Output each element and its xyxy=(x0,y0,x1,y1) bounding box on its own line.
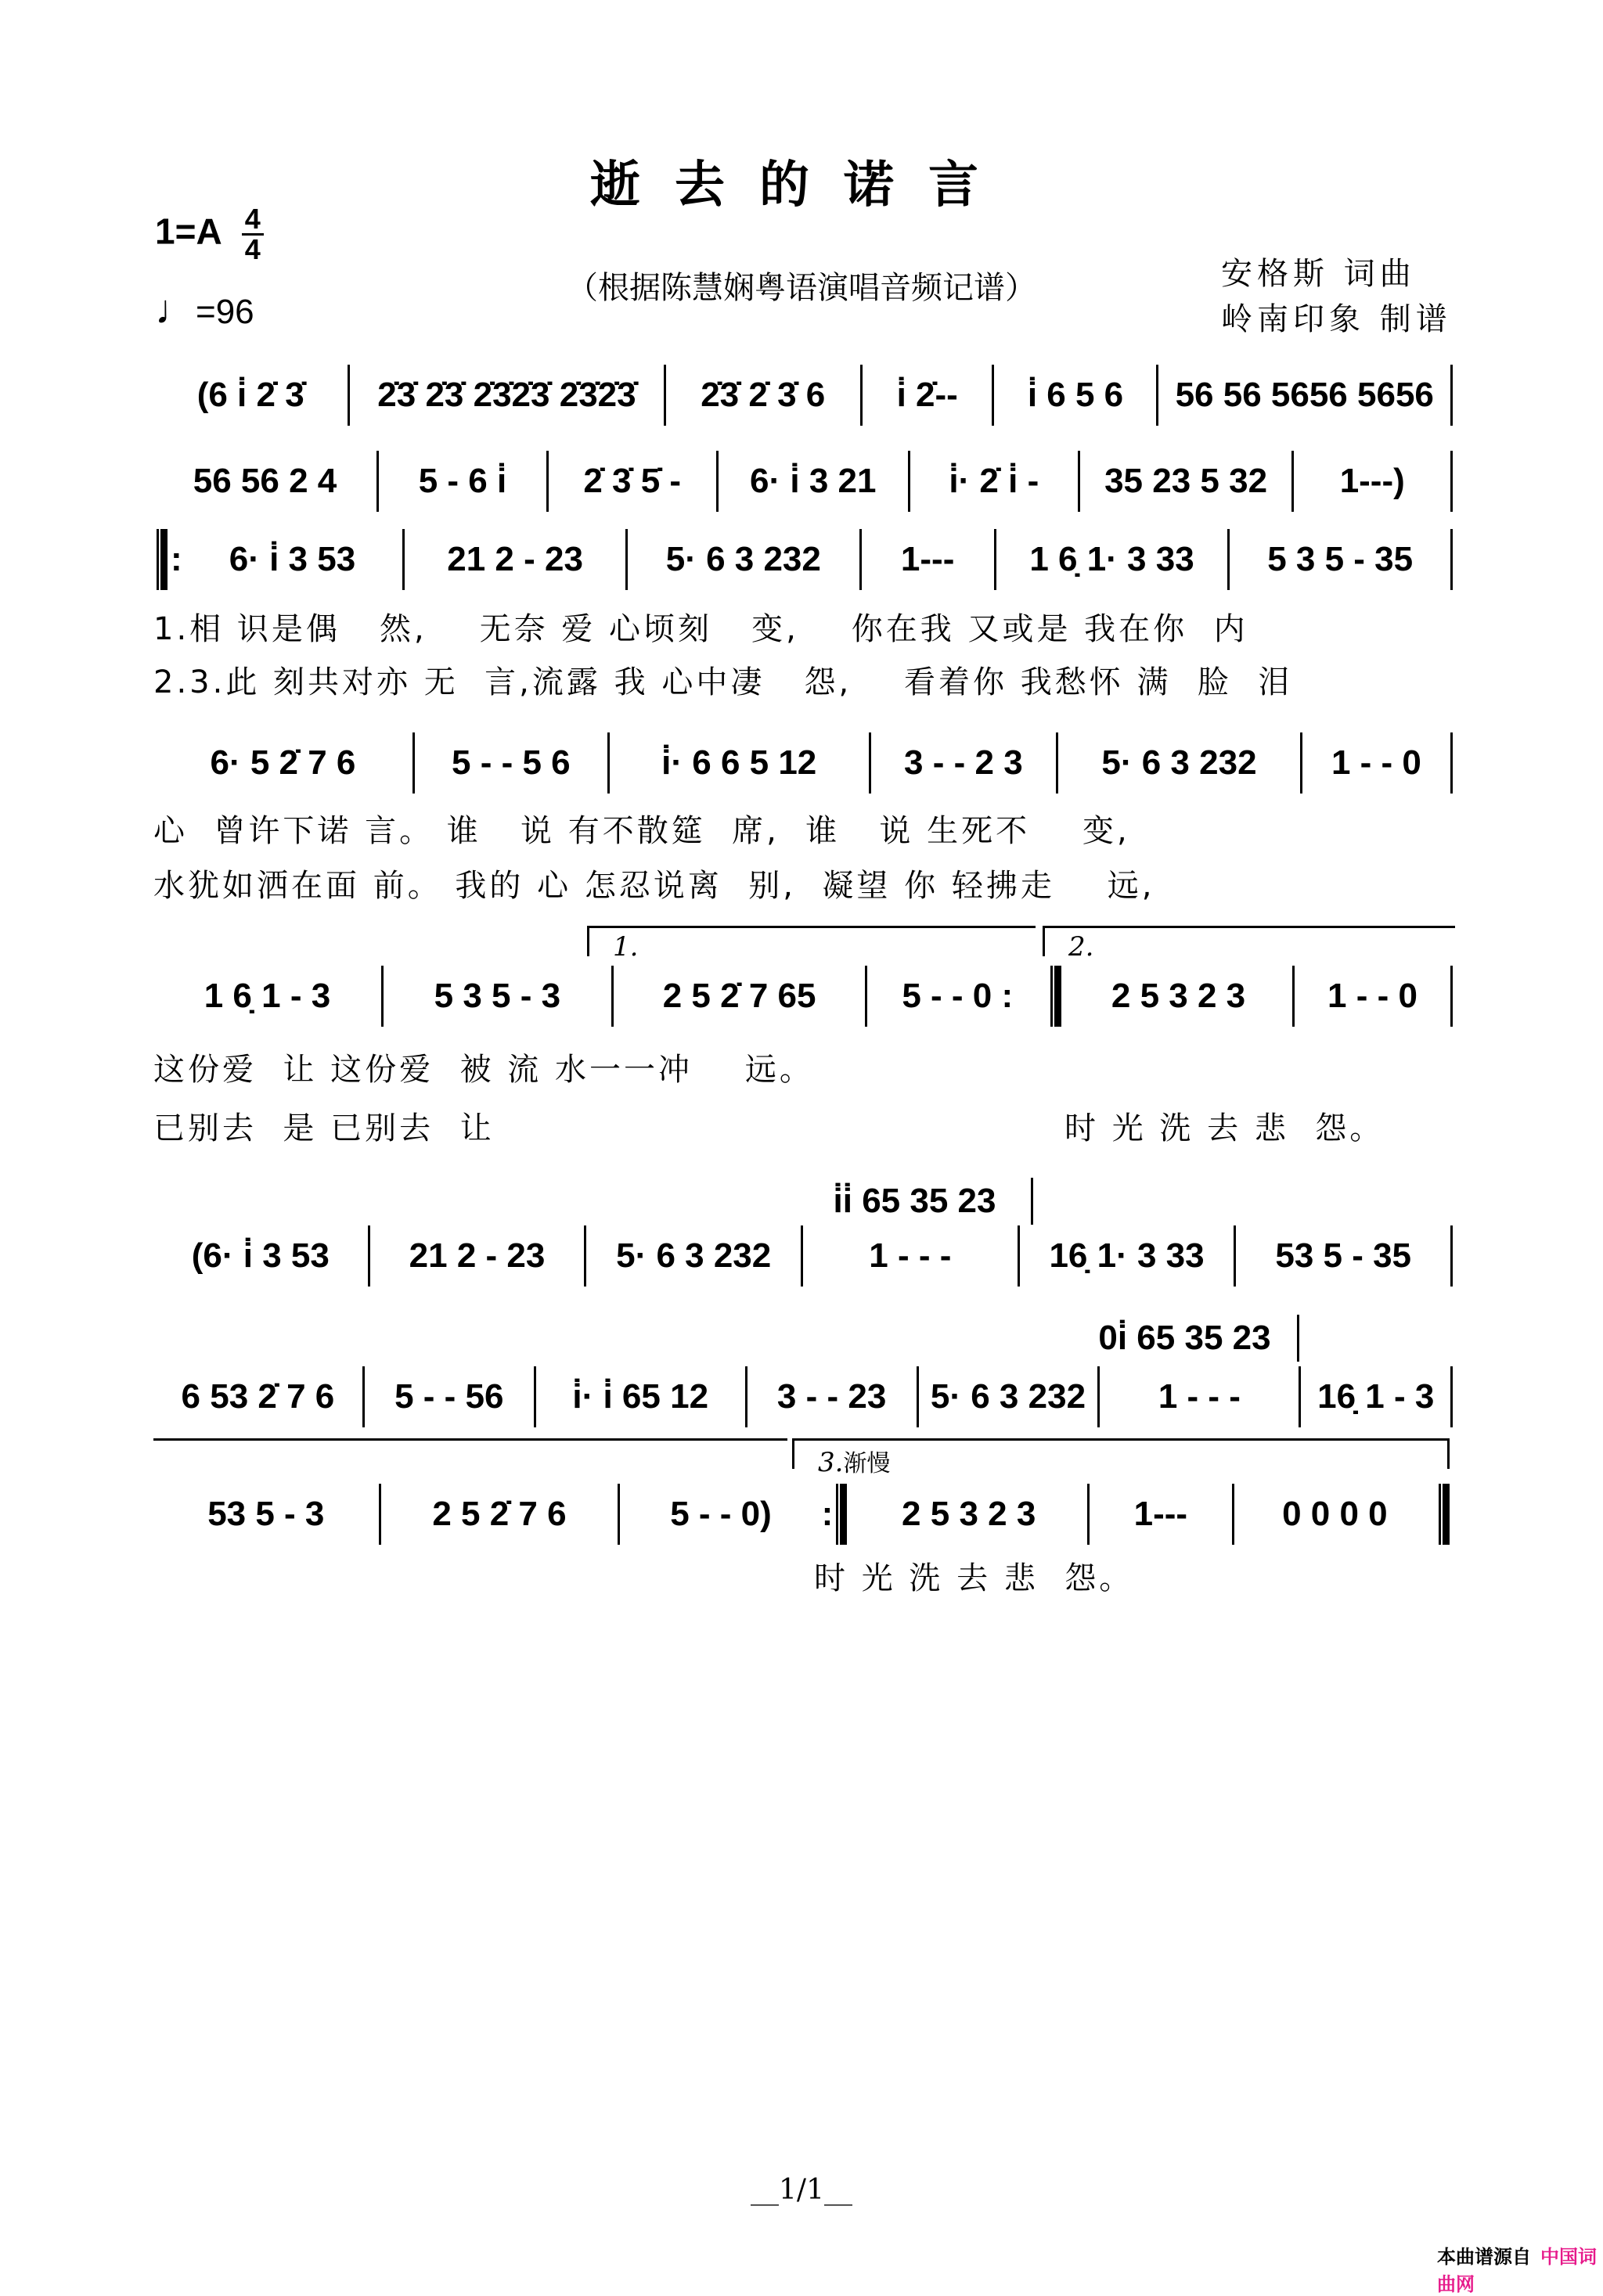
measure: 5 3 5 - 35 xyxy=(1267,540,1414,578)
measure: 2 5 3 2 3 xyxy=(902,1495,1036,1533)
lyrics-verse-2-3: 2.3.此 刻共对亦 无 言,流露 我 心中凄 怨, 看着你 我愁怀 满 脸 泪 xyxy=(153,664,1293,700)
measure: 5· 6 3 232 xyxy=(616,1236,772,1275)
measure: 21 2 - 23 xyxy=(409,1236,546,1275)
song-title: 逝去的诺言 xyxy=(590,156,1013,214)
measure: 53 5 - 35 xyxy=(1275,1236,1412,1275)
final-barline xyxy=(1439,1484,1450,1545)
time-signature xyxy=(242,205,264,264)
measure: 3 - - 23 xyxy=(776,1377,887,1416)
credit-transcriber: 岭南印象 制谱 xyxy=(1221,301,1452,337)
lyrics-ending-3: 时 光 洗 去 悲 怨。 xyxy=(814,1560,1134,1596)
repeat-end-barline xyxy=(1050,966,1061,1027)
tempo-value: =96 xyxy=(196,293,254,331)
credit-lyrics-music: 安格斯 词曲 xyxy=(1221,256,1416,292)
subtitle: （根据陈慧娴粤语演唱音频记谱） xyxy=(567,270,1036,306)
measure: 1--- xyxy=(900,540,955,578)
watermark-prefix: 本曲谱源自 xyxy=(1437,2246,1531,2268)
measure: i̇ 2̇-- xyxy=(896,376,958,414)
repeat-start-barline xyxy=(157,529,168,590)
lyrics-verse-1: 心 曾许下诺 言。 谁 说 有不散筵 席, 谁 说 生死不 变, xyxy=(153,813,1130,849)
score-row-6 xyxy=(153,1229,1453,1283)
ossia-notes: i̇i̇ 65 35 23 xyxy=(833,1182,996,1220)
measure: i̇ 6 5 6 xyxy=(1027,376,1124,414)
volta-1: 1. xyxy=(587,926,1036,956)
lyrics-verse-1: 1.相 识是偶 然, 无奈 爱 心顷刻 变, 你在我 又或是 我在你 内 xyxy=(153,611,1248,647)
measure: 16̣ 1 - 3 xyxy=(1317,1377,1435,1416)
ossia-line-2 xyxy=(1072,1315,1299,1362)
volta-2: 2. xyxy=(1043,926,1455,956)
measure: 5 - 6 i̇ xyxy=(418,462,507,500)
measure: (6 i̇ 2̇ 3̇ xyxy=(196,376,304,414)
measure: 2̇3̇ 2̇3̇ 2̇3̇2̇3̇ 2̇3̇2̇3̇ xyxy=(377,376,636,414)
score-row-4 xyxy=(153,736,1453,790)
lyrics-verse-2-3: 水犹如洒在面 前。 我的 心 怎忍说离 别, 凝望 你 轻拂走 远, xyxy=(153,868,1155,904)
score-row-7 xyxy=(153,1369,1453,1424)
score-row-1 xyxy=(153,368,1453,423)
measure: 0 0 0 0 xyxy=(1282,1495,1388,1533)
lyrics-verse-1: 这份爱 让 这份爱 被 流 水一一冲 远。 xyxy=(153,1052,814,1088)
measure: 6 53 2̇ 7 6 xyxy=(181,1377,335,1416)
measure: 1 6̣ 1 - 3 xyxy=(204,977,331,1015)
measure: 56 56 5656 5656 xyxy=(1175,376,1434,414)
repeat-end-barline xyxy=(836,1484,847,1545)
measure: 56 56 2 4 xyxy=(193,462,337,500)
measure: 5 - - 56 xyxy=(394,1377,504,1416)
measure: 5 - - 5 6 xyxy=(452,743,571,782)
measure: 5 - - 0) xyxy=(670,1495,772,1533)
measure: 2̇3̇ 2̇ 3̇ 6 xyxy=(701,376,826,414)
key-label: 1=A xyxy=(155,211,221,252)
measure: 3 - - 2 3 xyxy=(904,743,1023,782)
ossia-notes: 0i̇ 65 35 23 xyxy=(1098,1319,1271,1357)
volta-1-2-continuation xyxy=(153,1438,787,1469)
key-signature xyxy=(155,205,264,264)
page-number: __1/1__ xyxy=(751,2174,852,2206)
score-row-8 xyxy=(153,1487,1453,1542)
score-row-5 xyxy=(153,969,1453,1024)
score-row-3 xyxy=(153,532,1453,587)
measure: i̇· 2̇ i̇ - xyxy=(949,462,1039,500)
lyrics-verse-2-3: 已别去 是 已别去 让 xyxy=(153,1110,495,1146)
measure: 1 - - 0 xyxy=(1331,743,1421,782)
ritardando-marking: 渐慢 xyxy=(843,1450,891,1477)
measure: 6· 5 2̇ 7 6 xyxy=(210,743,356,782)
score-row-2 xyxy=(153,454,1453,509)
measure: 2 5 2̇ 7 6 xyxy=(432,1495,567,1533)
watermark-site[interactable]: 中国词曲网 xyxy=(1437,2246,1597,2295)
measure: i̇· i̇ 65 12 xyxy=(572,1377,709,1416)
measure: 1 6̣ 1· 3 33 xyxy=(1029,540,1194,578)
measure: 6· i̇ 3 53 xyxy=(229,540,356,578)
measure: 5· 6 3 232 xyxy=(1101,743,1257,782)
measure: 21 2 - 23 xyxy=(447,540,583,578)
repeat-dots: : xyxy=(821,1495,834,1533)
measure: 16̣ 1· 3 33 xyxy=(1049,1236,1205,1275)
measure: 2̇ 3̇ 5̇ - xyxy=(583,462,682,500)
measure: (6· i̇ 3 53 xyxy=(191,1236,330,1275)
measure: 2 5 3 2 3 xyxy=(1111,977,1246,1015)
measure: i̇· 6 6 5 12 xyxy=(661,743,817,782)
measure: 6· i̇ 3 21 xyxy=(750,462,877,500)
measure: 1 - - - xyxy=(1158,1377,1241,1416)
watermark xyxy=(1437,2241,1603,2296)
volta-3 xyxy=(792,1438,1450,1478)
repeat-dots: : xyxy=(171,540,182,578)
measure: 1 - - - xyxy=(869,1236,952,1275)
measure: 1--- xyxy=(1133,1495,1188,1533)
measure: 1 - - 0 xyxy=(1327,977,1417,1015)
measure: 5 3 5 - 3 xyxy=(434,977,561,1015)
lyrics-ending-2: 时 光 洗 去 悲 怨。 xyxy=(1064,1110,1385,1146)
ossia-line-1 xyxy=(798,1178,1033,1225)
measure: 5· 6 3 232 xyxy=(665,540,821,578)
measure: 5 - - 0 : xyxy=(902,977,1014,1015)
quarter-note-icon: ♩ xyxy=(155,287,196,333)
measure: 1---) xyxy=(1339,462,1405,500)
time-sig-top: 4 xyxy=(244,203,261,235)
volta-3-label: 3.渐慢 xyxy=(818,1447,891,1478)
measure: 35 23 5 32 xyxy=(1104,462,1268,500)
measure: 2 5 2̇ 7 65 xyxy=(662,977,816,1015)
measure: 5· 6 3 232 xyxy=(930,1377,1086,1416)
measure: 53 5 - 3 xyxy=(207,1495,325,1533)
time-sig-bottom: 4 xyxy=(244,233,261,265)
